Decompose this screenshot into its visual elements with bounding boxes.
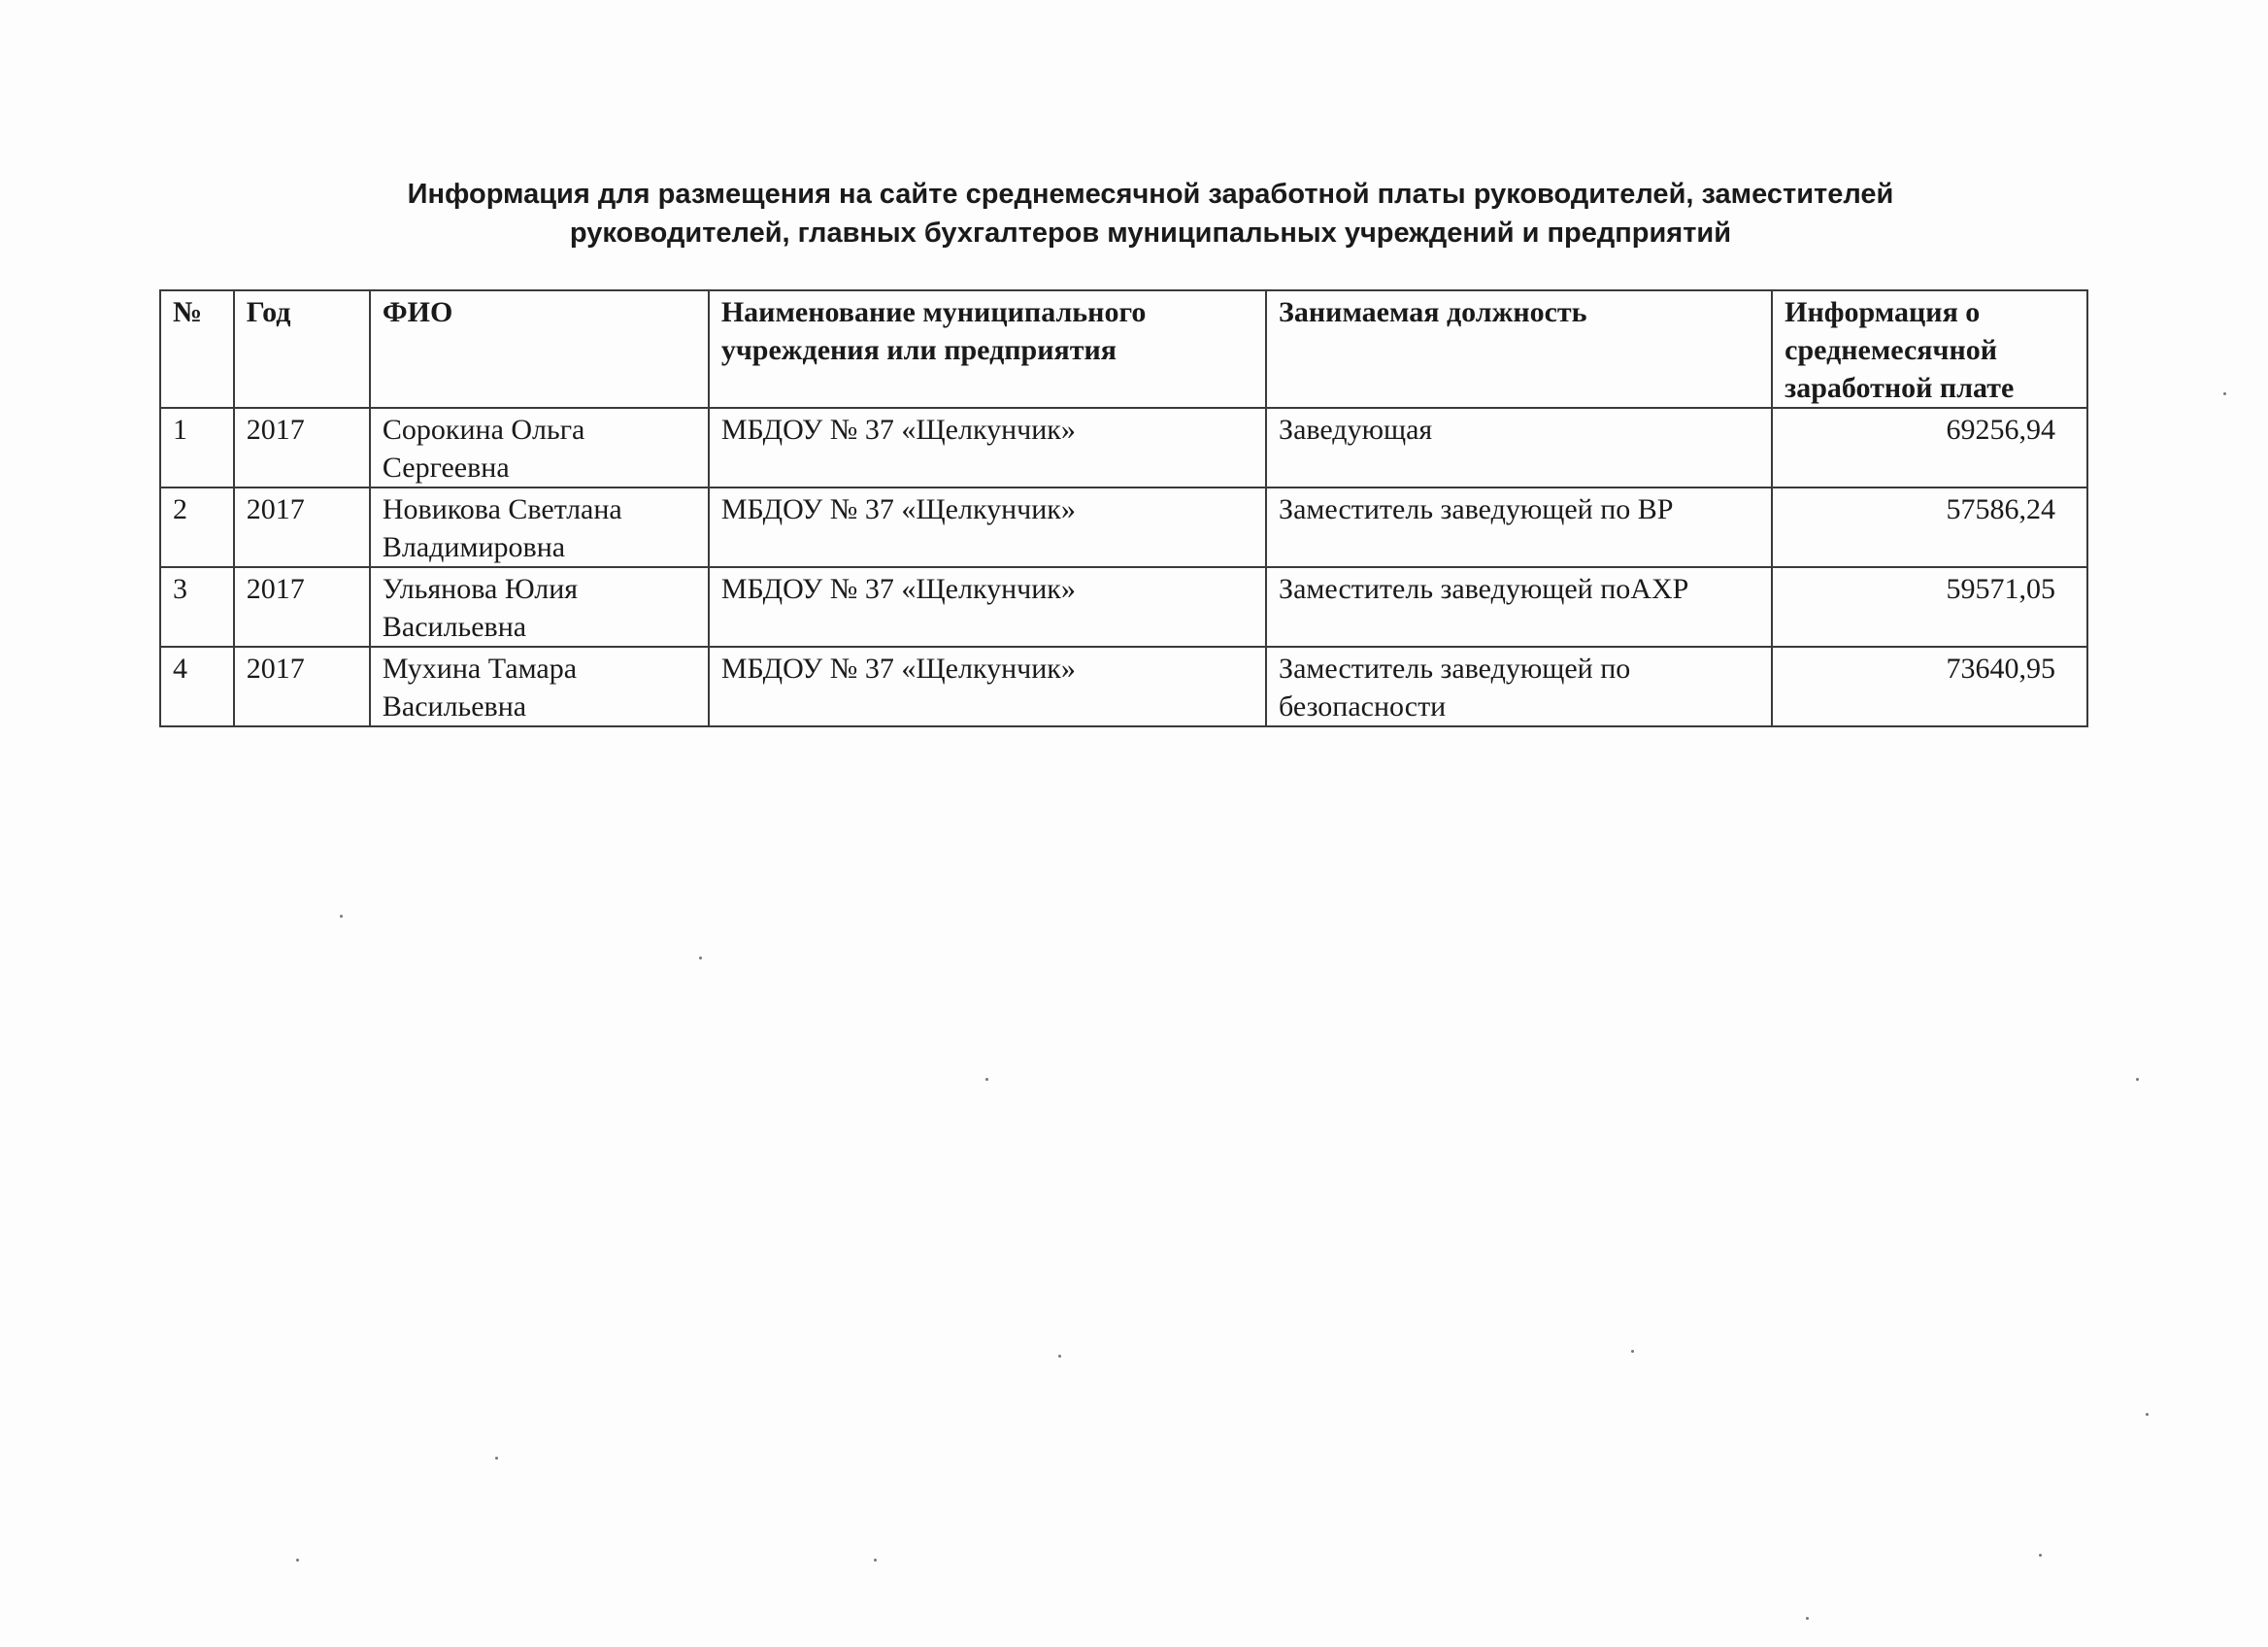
cell-salary: 69256,94	[1772, 408, 2087, 487]
cell-year: 2017	[234, 647, 370, 726]
cell-org: МБДОУ № 37 «Щелкунчик»	[709, 647, 1266, 726]
cell-no: 3	[160, 567, 234, 647]
header-row	[160, 290, 2087, 408]
title-line-2: руководителей, главных бухгалтеров муниципальных учреждений и предприятий	[569, 218, 1732, 249]
header-fio: ФИО	[370, 290, 709, 408]
cell-position: Заместитель заведующей по ВР	[1266, 487, 1772, 567]
cell-position: Заместитель заведующей по безопасности	[1266, 647, 1772, 726]
table-body	[160, 408, 2087, 726]
scan-speck	[985, 1078, 988, 1081]
scan-speck	[2223, 392, 2226, 395]
cell-org: МБДОУ № 37 «Щелкунчик»	[709, 408, 1266, 487]
scan-speck	[699, 957, 702, 959]
scan-speck	[2136, 1078, 2139, 1081]
cell-salary: 73640,95	[1772, 647, 2087, 726]
scan-speck	[1806, 1617, 1809, 1620]
salary-table	[159, 289, 2088, 727]
table-header	[160, 290, 2087, 408]
cell-position: Заведующая	[1266, 408, 1772, 487]
header-org: Наименование муниципального учреждения или предприятия	[709, 290, 1266, 408]
scan-speck	[296, 1559, 299, 1562]
table-row	[160, 567, 2087, 647]
document-title	[155, 175, 2146, 252]
scan-speck	[1058, 1355, 1061, 1358]
header-salary: Информация о среднемесячной заработной плате	[1772, 290, 2087, 408]
cell-position: Заместитель заведующей поАХР	[1266, 567, 1772, 647]
cell-fio: Ульянова Юлия Васильевна	[370, 567, 709, 647]
cell-org: МБДОУ № 37 «Щелкунчик»	[709, 567, 1266, 647]
cell-year: 2017	[234, 408, 370, 487]
cell-org: МБДОУ № 37 «Щелкунчик»	[709, 487, 1266, 567]
cell-no: 1	[160, 408, 234, 487]
table-row	[160, 647, 2087, 726]
cell-no: 4	[160, 647, 234, 726]
title-line-1: Информация для размещения на сайте среднемесячной заработной платы руководителей, заместителей	[407, 179, 1894, 210]
scan-speck	[2039, 1554, 2042, 1557]
cell-year: 2017	[234, 487, 370, 567]
cell-salary: 57586,24	[1772, 487, 2087, 567]
cell-fio: Сорокина Ольга Сергеевна	[370, 408, 709, 487]
table-row	[160, 408, 2087, 487]
header-position: Занимаемая должность	[1266, 290, 1772, 408]
scan-speck	[874, 1559, 877, 1562]
header-year: Год	[234, 290, 370, 408]
cell-fio: Мухина Тамара Васильевна	[370, 647, 709, 726]
scan-speck	[1631, 1350, 1634, 1353]
cell-salary: 59571,05	[1772, 567, 2087, 647]
scan-speck	[495, 1457, 498, 1460]
header-no: №	[160, 290, 234, 408]
cell-year: 2017	[234, 567, 370, 647]
cell-fio: Новикова Светлана Владимировна	[370, 487, 709, 567]
scan-speck	[2146, 1413, 2149, 1416]
scan-speck	[340, 915, 343, 918]
table-row	[160, 487, 2087, 567]
cell-no: 2	[160, 487, 234, 567]
